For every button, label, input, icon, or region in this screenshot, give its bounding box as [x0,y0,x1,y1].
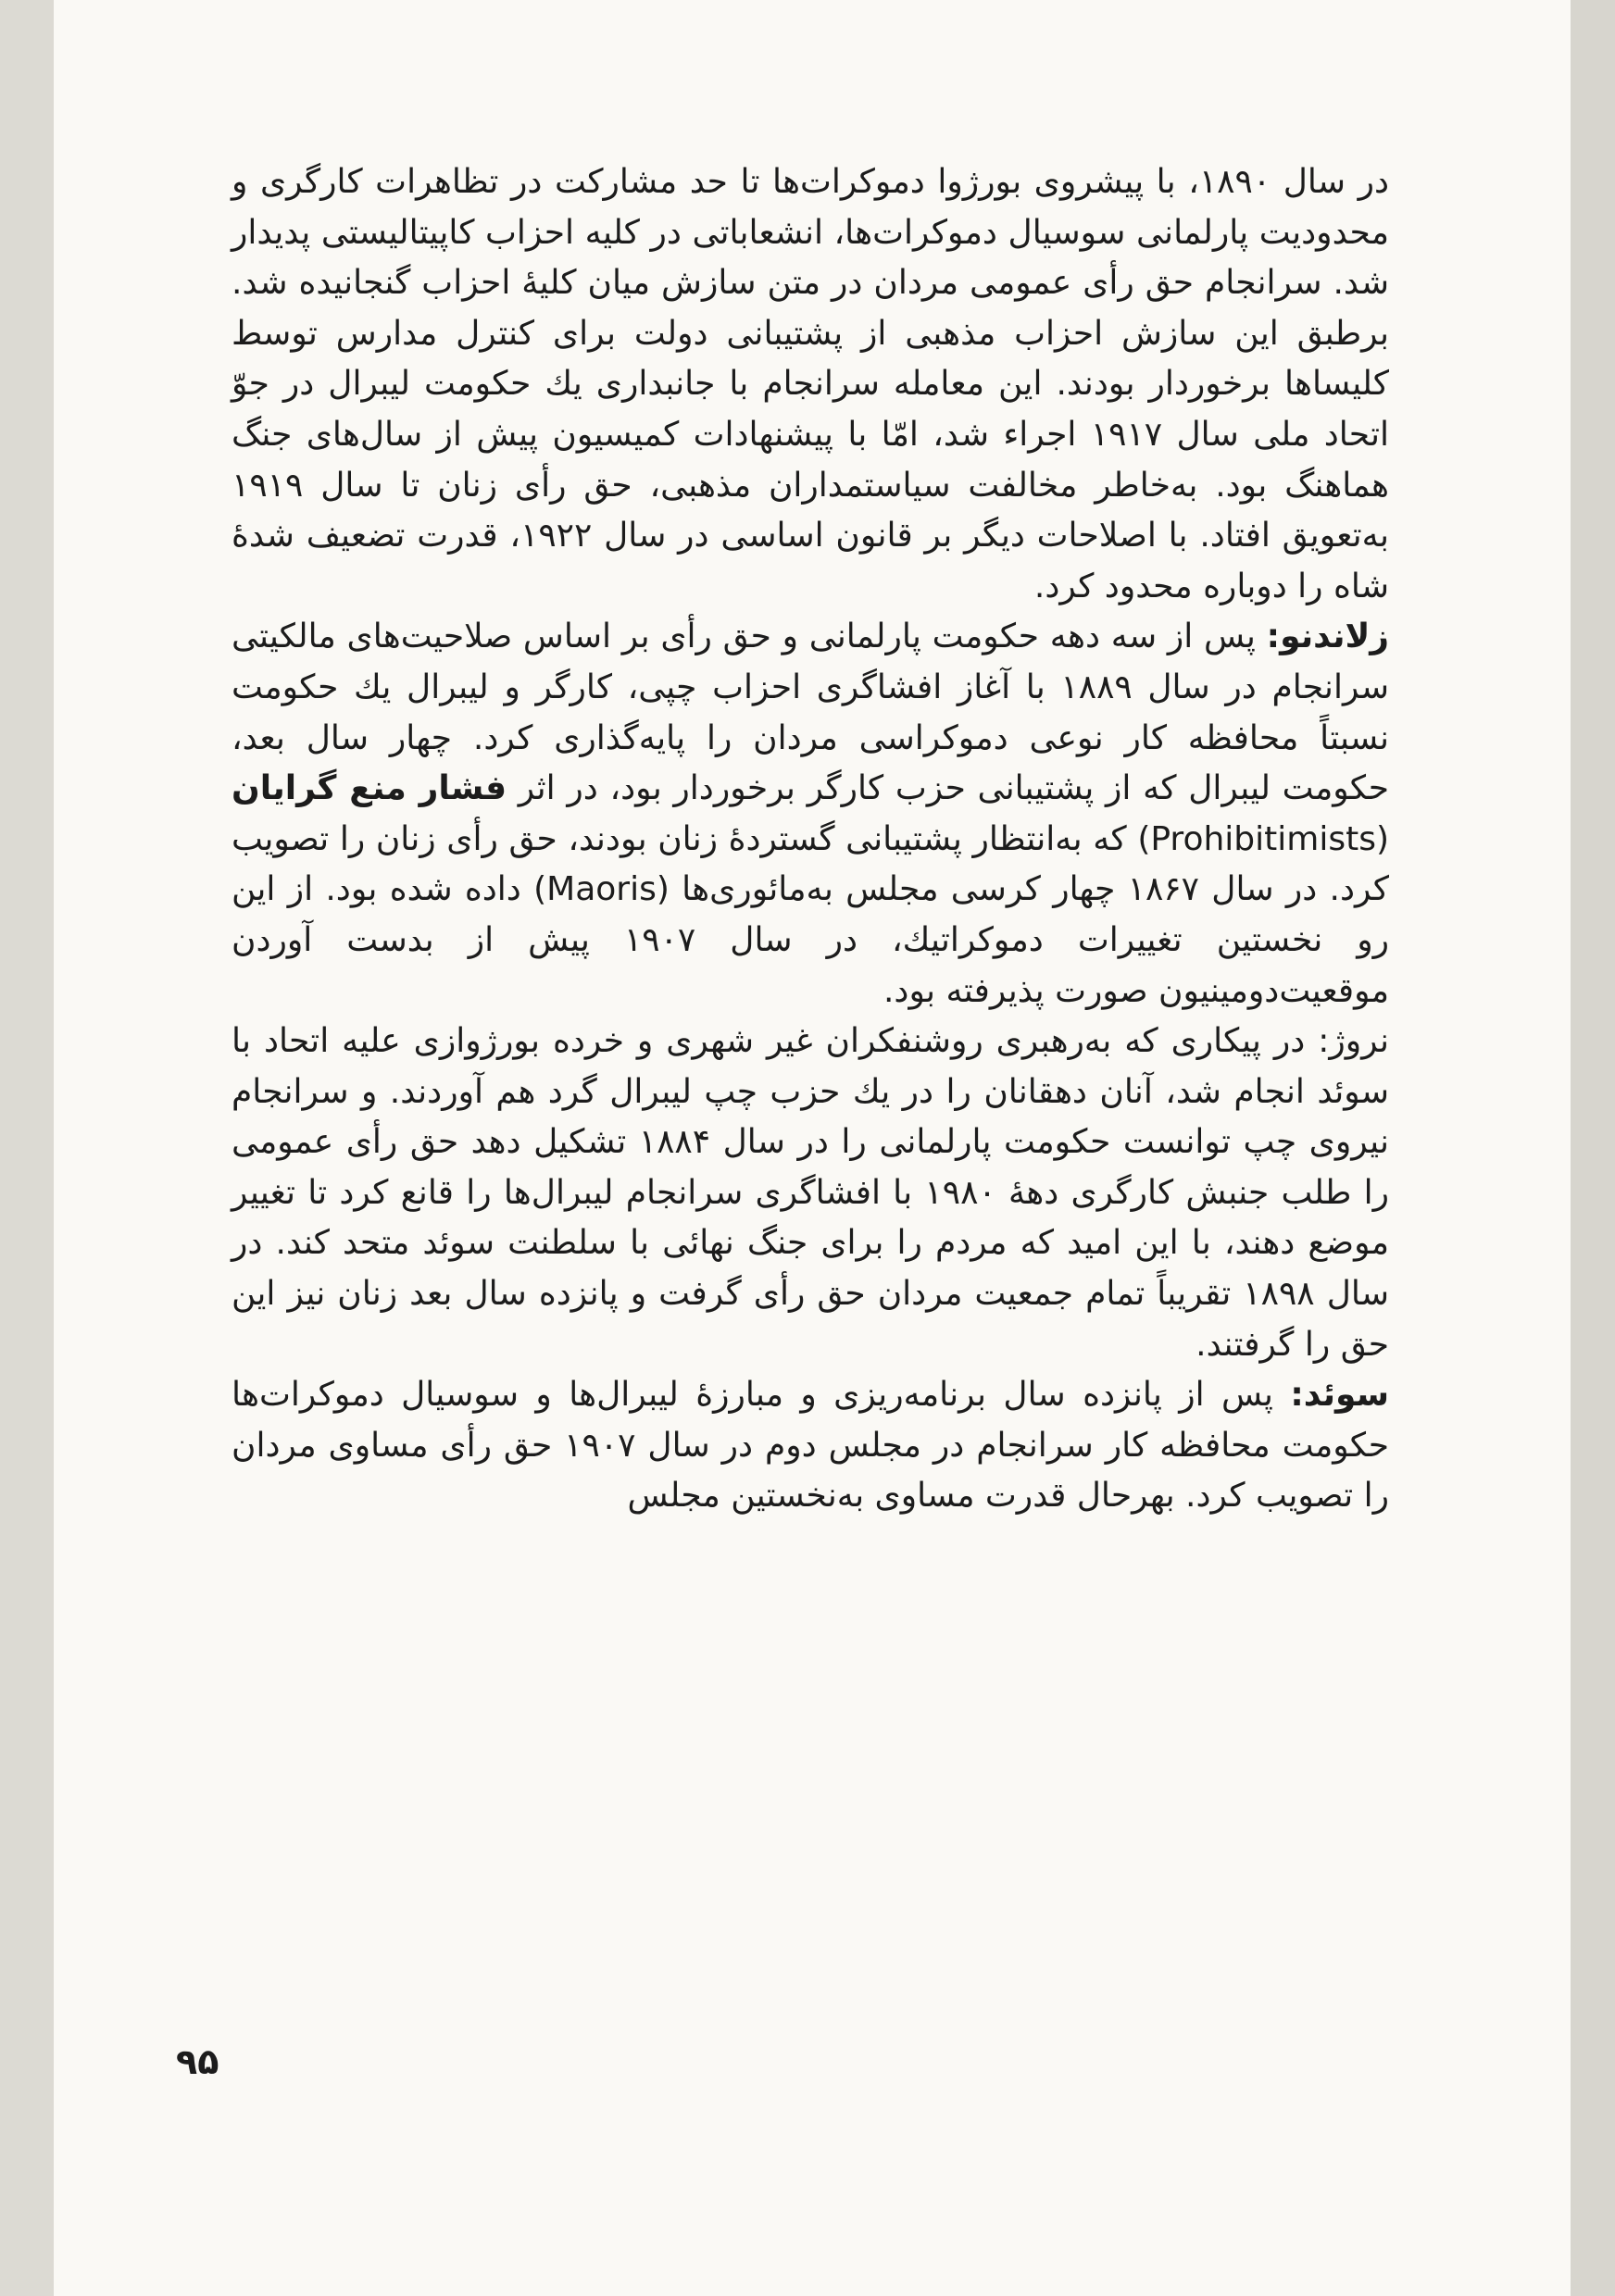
paragraph-1 [232,157,1389,612]
latin-term-maoris: (Maoris) [533,870,670,909]
paragraph-3-text: در پیکاری که به‌رهبری روشنفکران غیر شهری و خرده بورژوازی علیه اتحاد با سوئد انجام شد، آنان دهقانان را در یك حزب چپ لیبرال گرد هم آوردند. و سرانجام نیروی چپ توانست حکومت پارلمانی را در سال ۱۸۸۴ تشکیل دهد حق رأی عمومی را طلب جنبش کارگری دههٔ ۱۹۸۰ با افشاگری سرانجام لیبرال‌ها را قانع کرد تا تغییر موضع دهند، با این امید که مردم را برای جنگ نهائی با سلطنت سوئد متحد کند. در سال ۱۸۹۸ تقریباً تمام جمعیت مردان حق رأی گرفت و پانزده سال بعد زنان نیز این حق را گرفتند. [232,1022,1389,1364]
paragraph-1-text: در سال ۱۸۹۰، با پیشروی بورژوا دموکرات‌ها تا حد مشارکت در تظاهرات کارگری و محدودیت پارلمانی سوسیال دموکرات‌ها، انشعاباتی در کلیه احزاب کاپیتالیستی پدیدار شد. سرانجام حق رأی عمومی مردان در متن سازش میان کلیهٔ احزاب گنجانیده شد. برطبق این سازش احزاب مذهبی از پشتیبانی دولت برای کنترل مدارس توسط کلیساها برخوردار بودند. این معامله سرانجام با جانبداری یك حکومت لیبرال در جوّ اتحاد ملی سال ۱۹۱۷ اجراء شد، امّا با پیشنهادات کمیسیون پیش از سال‌های جنگ هماهنگ بود. به‌خاطر مخالفت سیاستمداران مذهبی، حق رأی زنان تا سال ۱۹۱۹ به‌تعویق افتاد. با اصلاحات دیگر بر قانون اساسی در سال ۱۹۲۲، قدرت تضعیف شدهٔ شاه را دوباره محدود کرد. [232,163,1389,605]
emphasis-term: فشار منع گرایان [232,769,507,808]
scan-left-edge [0,0,54,2296]
scan-right-edge [1571,0,1615,2296]
body-text [232,157,1389,1522]
paragraph-norway [232,1017,1389,1370]
latin-term-prohibitionists: (Prohibitimists) [1137,819,1389,858]
section-heading-norway: نروژ: [1318,1022,1389,1061]
paragraph-sweden [232,1370,1389,1522]
paragraph-2-text-middle: که به‌انتظار پشتیبانی گستردهٔ زنان بودند، حق رأی زنان را تصویب کرد. در سال ۱۸۶۷ چهار کرسی مجلس به‌مائوری‌ها [232,819,1390,909]
paragraph-4-text: پس از پانزده سال برنامه‌ریزی و مبارزهٔ لیبرال‌ها و سوسیال دموکرات‌ها حکومت محافظه کار سرانجام در مجلس دوم در سال ۱۹۰۷ حق رأی مساوی مردان را تصویب کرد. بهرحال قدرت مساوی به‌نخستین مجلس [232,1376,1389,1516]
paragraph-2-text-after: داده شده بود. از این رو نخستین تغییرات دموکراتیك، در سال ۱۹۰۷ پیش از بدست آوردن موقعیت‌دومینیون صورت پذیرفته بود. [232,870,1389,1010]
section-heading-sweden: سوئد: [1290,1376,1389,1415]
page-number: ۹۵ [176,2041,219,2082]
paragraph-new-zealand [232,612,1389,1017]
section-heading-new-zealand: زلاندنو: [1266,618,1389,656]
paragraph-2-text-before: پس از سه دهه حکومت پارلمانی و حق رأی بر اساس صلاحیت‌های مالکیتی سرانجام در سال ۱۸۸۹ با آغاز افشاگری احزاب چپی، کارگر و لیبرال یك حکومت نسبتاً محافظه کار نوعی دموکراسی مردان را پایه‌گذاری کرد. چهار سال بعد، حکومت لیبرال که از پشتیبانی حزب کارگر برخوردار بود، در اثر [232,618,1389,808]
